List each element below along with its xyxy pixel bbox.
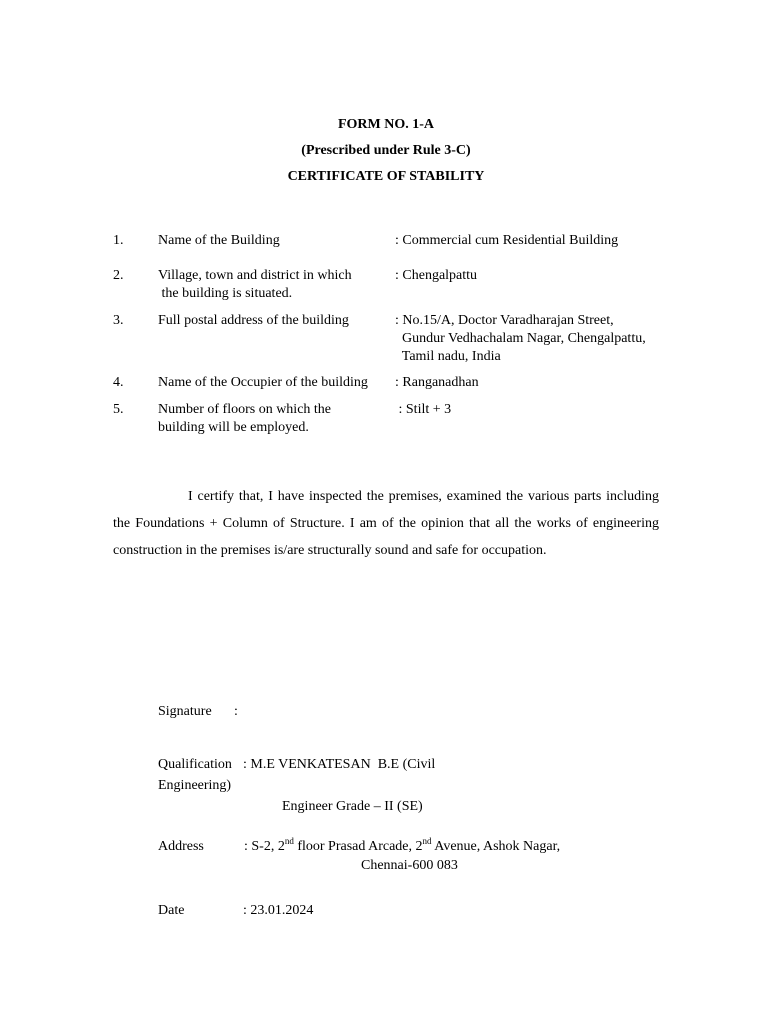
item-label: Village, town and district in which <box>158 268 352 283</box>
certification-paragraph: I certify that, I have inspected the premises, examined the various parts including the Foundations + Column of Structure. I am of the opinion that all the works of engineering construction in the premises is/are structurally sound and safe for occupation. <box>113 489 659 558</box>
item-value: : Chengalpattu <box>395 268 478 283</box>
item-label: the building is situated. <box>158 286 293 301</box>
item-number: 1. <box>113 233 124 248</box>
certificate-title: CERTIFICATE OF STABILITY <box>287 169 485 184</box>
address-mid: floor Prasad Arcade, 2 <box>293 839 423 854</box>
item-number: 2. <box>113 268 124 283</box>
address-suffix: Avenue, Ashok Nagar, <box>431 839 561 854</box>
qualification-label: Qualification <box>158 757 232 772</box>
item-label: Number of floors on which the <box>158 402 332 417</box>
item-label: building will be employed. <box>158 420 309 435</box>
item-value: : Ranganadhan <box>395 375 479 390</box>
engineer-grade: Engineer Grade – II (SE) <box>282 799 423 814</box>
item-number: 3. <box>113 313 124 328</box>
item-value: : No.15/A, Doctor Varadharajan Street, <box>395 313 614 328</box>
ordinal-suffix: nd <box>422 836 432 846</box>
address-value <box>244 838 560 856</box>
item-label: Full postal address of the building <box>158 313 349 328</box>
address-label: Address <box>158 839 204 854</box>
address-city: Chennai-600 083 <box>361 858 458 873</box>
item-value: Tamil nadu, India <box>395 349 501 364</box>
item-value: : Commercial cum Residential Building <box>395 233 619 248</box>
date-label: Date <box>158 903 185 918</box>
ordinal-suffix: nd <box>284 836 294 846</box>
address-prefix: : S-2, 2 <box>244 839 285 854</box>
item-value: Gundur Vedhachalam Nagar, Chengalpattu, <box>395 331 646 346</box>
prescribed-rule: (Prescribed under Rule 3-C) <box>301 143 471 158</box>
item-label: Name of the Occupier of the building <box>158 375 368 390</box>
item-number: 4. <box>113 375 124 390</box>
signature-colon: : <box>234 704 238 719</box>
form-number: FORM NO. 1-A <box>337 117 435 132</box>
qualification-value: : M.E VENKATESAN B.E (Civil <box>243 757 436 772</box>
item-label: Name of the Building <box>158 233 280 248</box>
qualification-value-cont: Engineering) <box>158 778 232 793</box>
signature-label: Signature <box>158 704 212 719</box>
item-value: : Stilt + 3 <box>395 402 452 417</box>
item-number: 5. <box>113 402 124 417</box>
date-value: : 23.01.2024 <box>243 903 314 918</box>
